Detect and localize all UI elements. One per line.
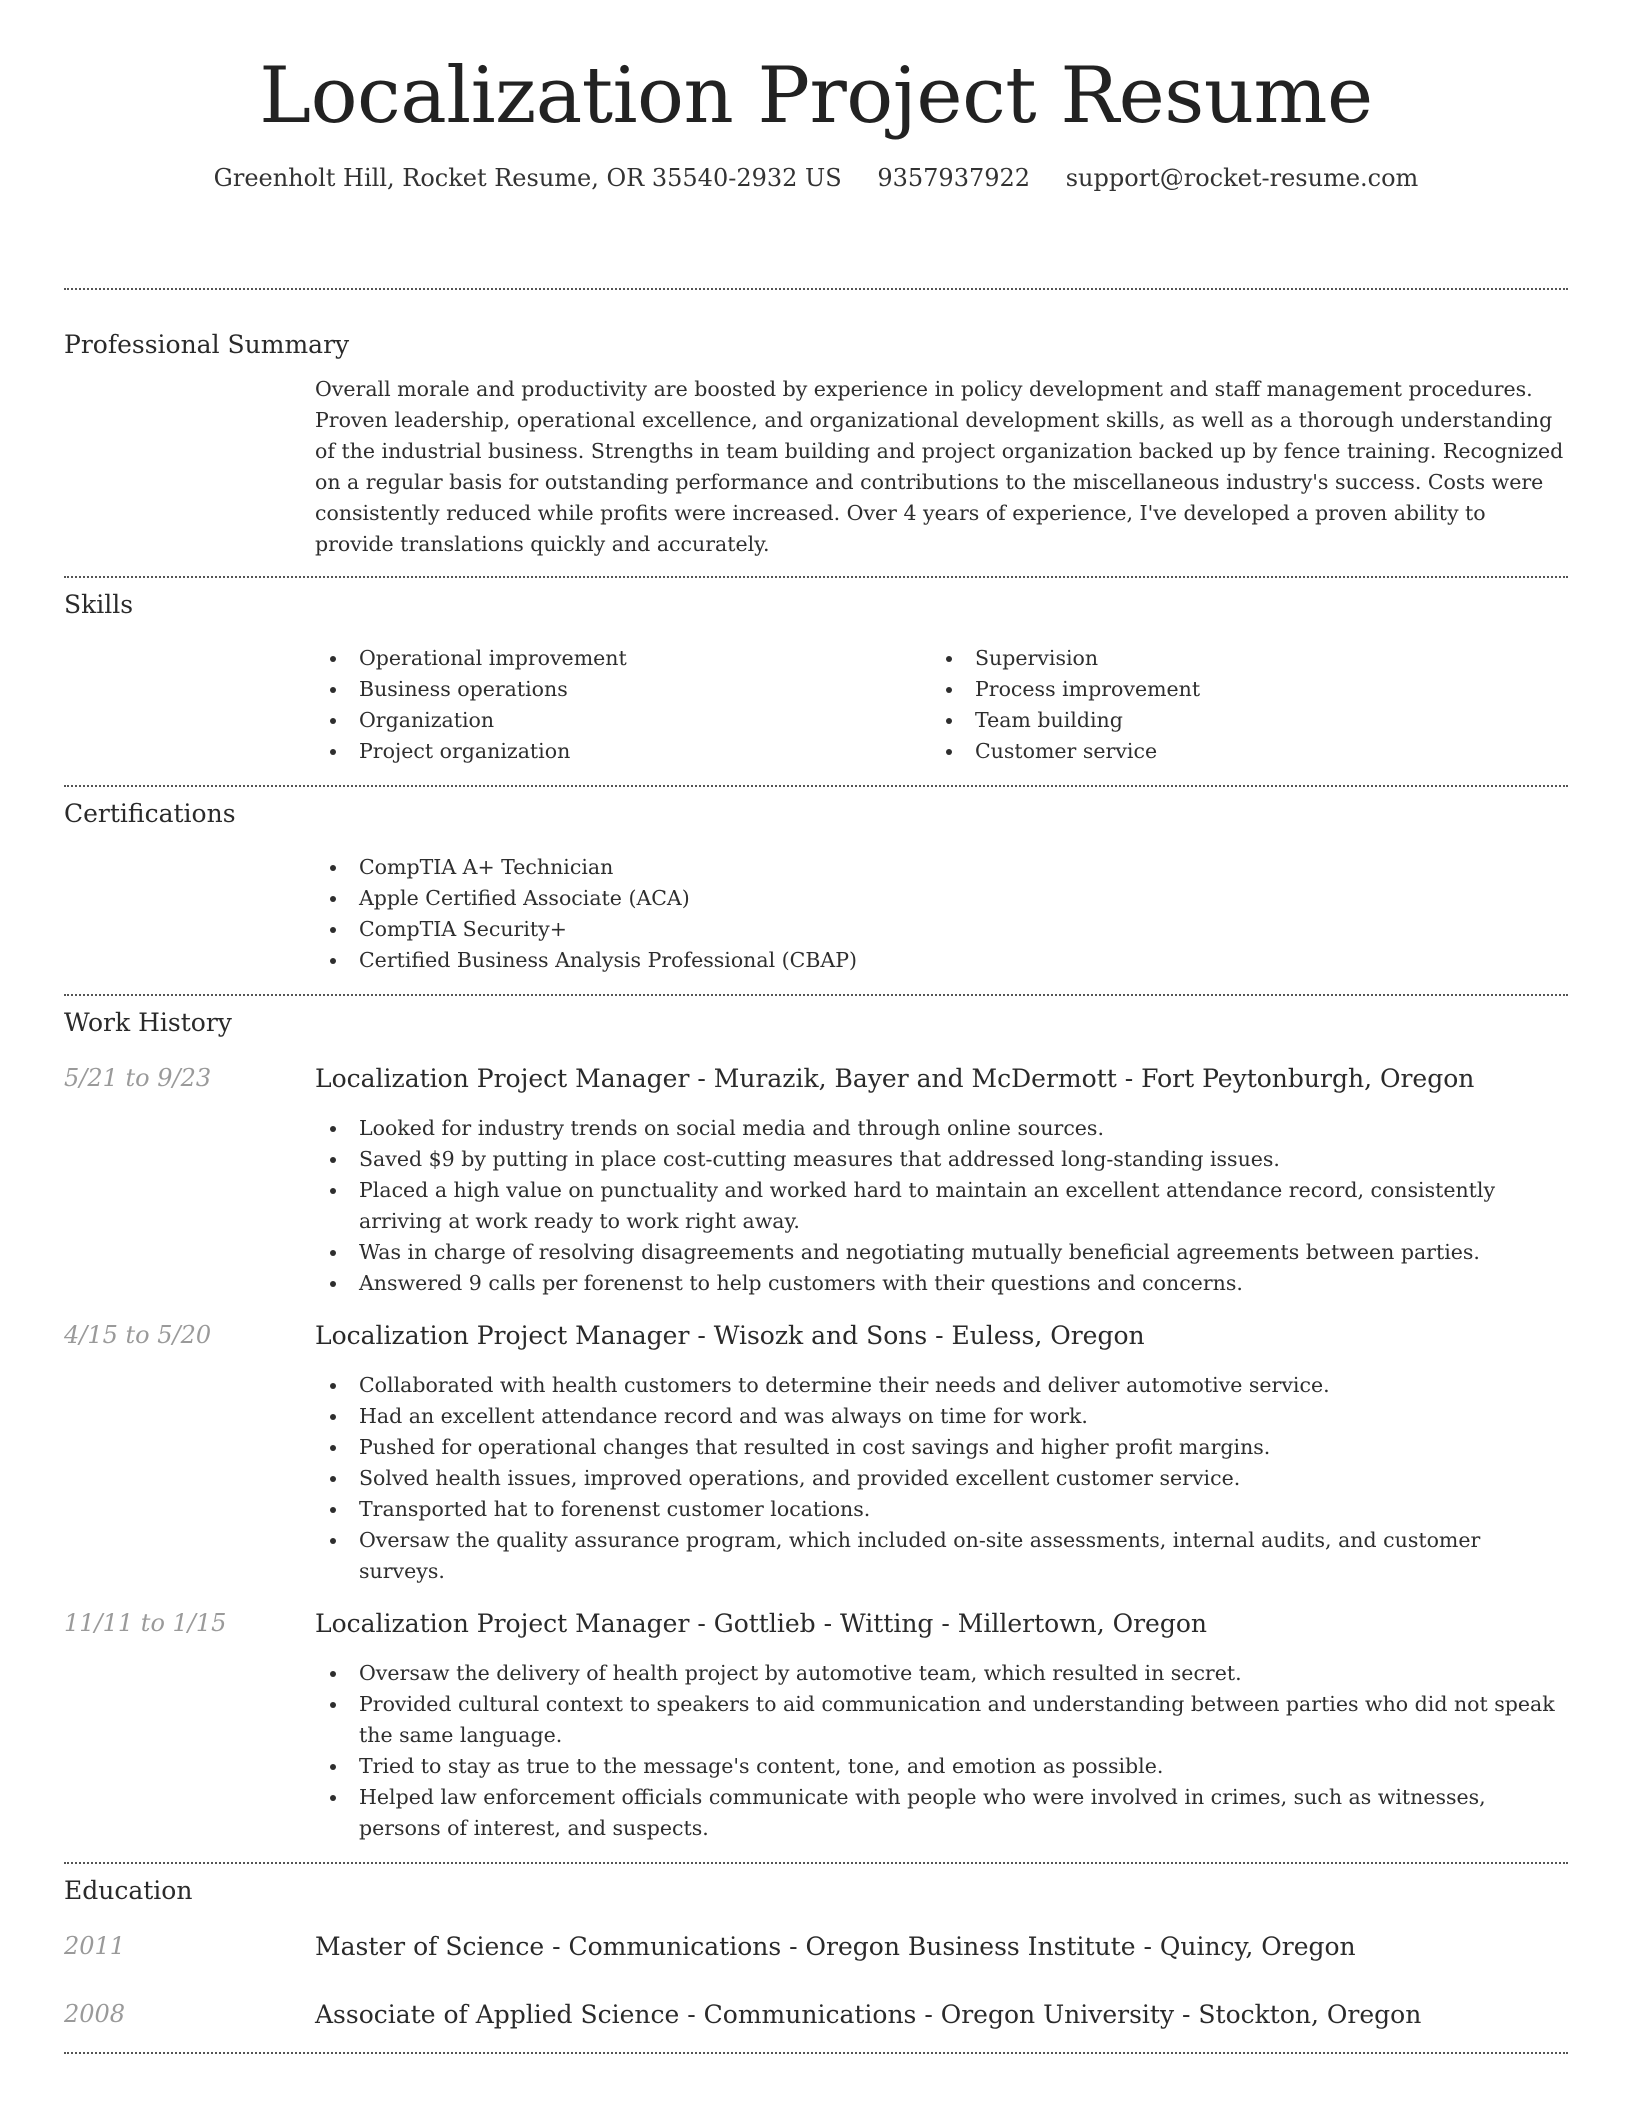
job-date: 5/21 to 9/23: [64, 1064, 212, 1092]
section-title-education: Education: [64, 1876, 193, 1905]
job-date: 11/11 to 1/15: [64, 1609, 227, 1637]
resume-name: Localization Project Resume: [259, 51, 1373, 141]
job-bullet: Looked for industry trends on social media and through online sources.: [315, 1113, 1568, 1144]
skill-item: Operational improvement: [315, 643, 931, 674]
education-entry: [64, 1932, 1568, 2000]
job-bullet: Oversaw the quality assurance program, which included on-site assessments, internal audits, and customer surveys.: [315, 1525, 1568, 1587]
job-body: [315, 1321, 1568, 1587]
job-bullets: [315, 1370, 1568, 1587]
certification-item: CompTIA Security+: [315, 914, 1568, 945]
certification-item: Apple Certified Associate (ACA): [315, 883, 1568, 914]
certification-item: CompTIA A+ Technician: [315, 852, 1568, 883]
divider: [64, 2052, 1568, 2054]
job-bullet: Helped law enforcement officials communicate with people who were involved in crimes, such as witnesses, persons of interest, and suspects.: [315, 1782, 1568, 1844]
section-education: [64, 1864, 1568, 2052]
skills-list-left: [315, 643, 931, 767]
job-bullet: Saved $9 by putting in place cost-cutting measures that addressed long-standing issues.: [315, 1144, 1568, 1175]
skill-item: Customer service: [931, 736, 1547, 767]
section-skills: [64, 578, 1568, 785]
education-date: 2008: [64, 2000, 126, 2028]
summary-body: [315, 374, 1568, 576]
job-bullets: [315, 1658, 1568, 1844]
education-date: 2011: [64, 1932, 126, 1960]
resume-header: [64, 0, 1568, 240]
skills-column-left: [315, 643, 931, 767]
job-bullet: Collaborated with health customers to determine their needs and deliver automotive service.: [315, 1370, 1568, 1401]
job-bullet: Pushed for operational changes that resulted in cost savings and higher profit margins.: [315, 1432, 1568, 1463]
section-title-skills: Skills: [64, 590, 134, 619]
contact-phone: 9357937922: [877, 163, 1031, 192]
education-title: Master of Science - Communications - Oregon Business Institute - Quincy, Oregon: [315, 1932, 1356, 1961]
job-bullet: Had an excellent attendance record and was always on time for work.: [315, 1401, 1568, 1432]
section-summary: [64, 290, 1568, 576]
skill-item: Organization: [315, 705, 931, 736]
contact-email: support@rocket-resume.com: [1065, 163, 1419, 192]
certification-item: Certified Business Analysis Professional (CBAP): [315, 945, 1568, 976]
job-bullet: Answered 9 calls per forenenst to help customers with their questions and concerns.: [315, 1268, 1568, 1299]
section-title-certifications: Certifications: [64, 799, 236, 828]
job-bullet: Tried to stay as true to the message's content, tone, and emotion as possible.: [315, 1751, 1568, 1782]
contact-address: Greenholt Hill, Rocket Resume, OR 35540-2932 US: [213, 163, 842, 192]
contact-line: [64, 164, 1568, 212]
skills-column-right: [931, 643, 1547, 767]
job-entry: [64, 1321, 1568, 1609]
certifications-list: [315, 852, 1568, 976]
section-title-summary: Professional Summary: [64, 330, 350, 359]
job-bullet: Oversaw the delivery of health project by automotive team, which resulted in secret.: [315, 1658, 1568, 1689]
job-bullet: Provided cultural context to speakers to aid communication and understanding between parties who did not speak the same language.: [315, 1689, 1568, 1751]
skill-item: Business operations: [315, 674, 931, 705]
skill-item: Supervision: [931, 643, 1547, 674]
job-bullets: [315, 1113, 1568, 1299]
summary-text: Overall morale and productivity are boosted by experience in policy development and staff management procedures. Proven leadership, operational excellence, and organizational development skills, as well as a thorough understanding of the industrial business. Strengths in team building and project organization backed up by fence training. Recognized on a regular basis for outstanding performance and contributions to the miscellaneous industry's success. Costs were consistently reduced while profits were increased. Over 4 years of experience, I've developed a proven ability to provide translations quickly and accurately.: [315, 377, 1564, 556]
job-title: Localization Project Manager - Murazik, Bayer and McDermott - Fort Peytonburgh, Oregon: [315, 1064, 1475, 1093]
section-title-work: Work History: [64, 1008, 232, 1037]
job-body: [315, 1064, 1568, 1299]
skills-list-right: [931, 643, 1547, 767]
job-title: Localization Project Manager - Gottlieb - Witting - Millertown, Oregon: [315, 1609, 1207, 1638]
job-entry: [64, 1064, 1568, 1321]
certifications-body: [315, 852, 1568, 994]
skills-grid: [315, 643, 1568, 785]
job-date: 4/15 to 5/20: [64, 1321, 212, 1349]
job-body: [315, 1609, 1568, 1844]
job-bullet: Was in charge of resolving disagreements and negotiating mutually beneficial agreements between parties.: [315, 1237, 1568, 1268]
skill-item: Team building: [931, 705, 1547, 736]
section-certifications: [64, 787, 1568, 994]
job-entry: [64, 1609, 1568, 1862]
job-bullet: Solved health issues, improved operations, and provided excellent customer service.: [315, 1463, 1568, 1494]
job-bullet: Transported hat to forenenst customer locations.: [315, 1494, 1568, 1525]
skill-item: Project organization: [315, 736, 931, 767]
skill-item: Process improvement: [931, 674, 1547, 705]
section-work-history: [64, 996, 1568, 1862]
job-bullet: Placed a high value on punctuality and worked hard to maintain an excellent attendance record, consistently arriving at work ready to work right away.: [315, 1175, 1568, 1237]
education-entry: [64, 2000, 1568, 2052]
education-title: Associate of Applied Science - Communications - Oregon University - Stockton, Oregon: [315, 2000, 1422, 2029]
job-title: Localization Project Manager - Wisozk and Sons - Euless, Oregon: [315, 1321, 1145, 1350]
